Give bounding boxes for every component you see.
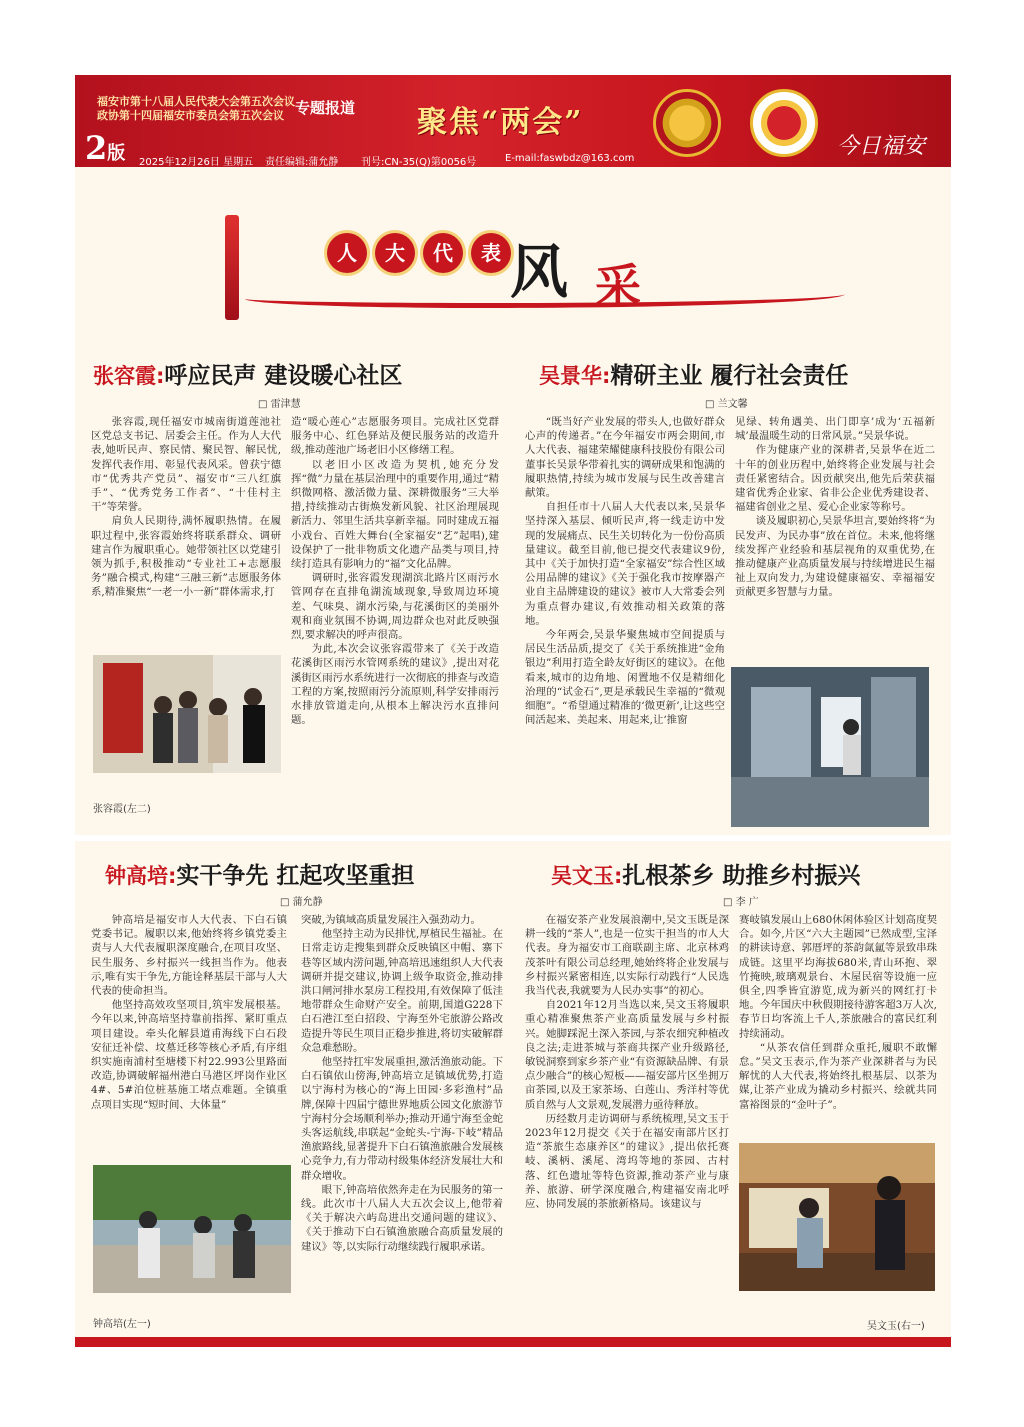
paragraph: 今年两会,吴景华聚焦城市空间提质与居民生活品质,提交了《关于系统推进“金角银边”利用打造全龄友好街区的建议》。在他看来,城市的边角地、闲置地不仅是精细化治理的“试金石”,更是承载民生幸福的“微观细胞”。“希望通过精准的‘微更新’,让这些空间活起来、美起来、用起来,让‘推窗 xyxy=(525,629,725,727)
photo-wu-jinghua xyxy=(731,667,929,827)
paragraph: 他坚持扛牢发展重担,激活渔旅动能。下白石镇依山傍海,钟高培立足镇域优势,打造以宁海村为核心的“海上田园·多彩渔村”品牌,保障十四届宁德世界地质公园文化旅游节宁海村分会场顺利举办;推动开通宁海至金蛇头客运航线,串联起“金蛇头-宁海-下岐”精品渔旅路线,显著提升下白石镇渔旅融合发展核心竞争力,有力带动村级集体经济发展壮大和群众增收。 xyxy=(301,1056,503,1182)
paragraph: 他坚持主动为民排忧,厚植民生福祉。在日常走访走搜集到群众反映镇区中帽、寨下巷等区域内涝问题,钟高培迅速组织人大代表调研并提交建议,协调上级争取资金,推动排洪口闸河排水泵房工程投用,有效保障了低洼地带群众生命财产安全。前期,国道G228下白石港江至白招段、宁海至外宅旅游公路改造提升等民生项目正稳步推进,将切实破解群众急难愁盼。 xyxy=(301,928,503,1054)
representative-name: 吴文玉: xyxy=(551,864,623,888)
photo-image xyxy=(731,667,929,827)
paragraph: 突破,为镇域高质量发展注入强劲动力。 xyxy=(301,914,481,926)
masthead-line-2: 政协第十四届福安市委员会第五次会议 xyxy=(97,109,284,122)
byline: □ 李 广 xyxy=(723,897,759,908)
photo-image xyxy=(739,1143,935,1291)
contact-email: E-mail:faswbdz@163.com xyxy=(505,153,635,164)
special-report-label: 专题报道 xyxy=(295,99,356,117)
article-column-2 xyxy=(739,913,937,1112)
badge-char-1: 人 xyxy=(327,233,367,273)
article-column-1 xyxy=(91,913,287,1112)
article-zhong-gaopei xyxy=(75,843,513,1333)
photo-image xyxy=(93,1165,291,1293)
paragraph: 谈及履职初心,吴景华坦言,要始终将“为民发声、为民办事”放在首位。未来,他将继续发挥产业经验和基层视角的双重优势,在推动健康产业高质量发展与持续增进民生福祉上双向发力,为建设健康福安、幸福福安贡献更多智慧与力量。 xyxy=(735,515,935,599)
national-emblem-icon xyxy=(653,89,721,157)
article-column-1 xyxy=(525,415,725,727)
photo-zhong-gaopei xyxy=(93,1165,291,1293)
paragraph: 自担任市十八届人大代表以来,吴景华坚持深入基层、倾听民声,将一线走访中发现的发展痛点、民生关切转化为一份份高质量建议。截至目前,他已提交代表建议9份,其中《关于加快打造“全家福安”综合性区域公用品牌的建议》《关于强化我市按摩器产业自主品牌建设的建议》被市人大常委会列为重点督办建议,有效推动相关政策的落地。 xyxy=(525,501,725,627)
cppcc-emblem-icon xyxy=(750,89,818,157)
article-headline: 扎根茶乡 助推乡村振兴 xyxy=(622,863,861,889)
section-banner xyxy=(75,185,951,365)
paragraph: 以老旧小区改造为契机,她充分发挥“微”力量在基层治理中的重要作用,通过“精织微网格、激活微力量、深耕微服务”三大举措,持续推动古街焕发新风貌、社区治理展现新活力、邻里生活共享新幸福。同时建成五福小戏台、百姓大舞台(全家福安“艺”起唱),建设保护了一批非物质文化遗产品类与项目,持续打造具有影响力的“福”文化品牌。 xyxy=(291,458,499,571)
byline: □ 雷津慧 xyxy=(258,399,301,410)
issue-date: 2025年12月26日 星期五 xyxy=(139,157,254,167)
article-zhang-rongxia xyxy=(75,355,513,835)
issue-number: 刊号:CN-35(Q)第0056号 xyxy=(361,157,477,167)
paragraph: 张容霞,现任福安市城南街道莲池社区党总支书记、居委会主任。作为人大代表,她听民声、察民情、聚民智、解民忧,发挥代表作用、彰显代表风采。曾获宁德市“优秀共产党员”、福安市“三八红旗手”、“优秀党务工作者”、“十佳村主干”等荣誉。 xyxy=(91,416,281,514)
masthead xyxy=(75,75,951,167)
paragraph: 自2021年12月当选以来,吴文玉将履职重心精准聚焦茶产业高质量发展与乡村振兴。她脚踩泥土深入茶园,与茶农细究种植改良之法;走进茶城与茶商共探产业升级路径,敏锐洞察到家乡茶产业“有资源缺品牌、有景点少融合”的核心短板——福安部片区坐拥万亩茶园,以及王家茶场、白莲山、秀洋村等优质自然与人文景观,发展潜力亟待释放。 xyxy=(525,999,729,1111)
section-title: 聚焦“两会” xyxy=(417,105,584,140)
badge-char-2: 大 xyxy=(375,233,415,273)
article-title xyxy=(551,857,860,890)
paragraph: 眼下,钟高培依然奔走在为民服务的第一线。此次市十八届人大五次会议上,他带着《关于解决六屿岛进出交通问题的建议》、《关于推动下白石镇渔旅融合高质量发展的建议》等,以实际行动继续践行履职承诺。 xyxy=(301,1183,503,1253)
paragraph: 赛岐镇发展山上680休闲体验区计划高度契合。如今,片区“六大主题园”已然成型,宝泽的耕读诗意、郭厝坪的茶韵氤氲等景致串珠成链。这里平均海拔680米,青山环抱、翠竹掩映,玻璃观景台、木屋民宿等设施一应俱全,四季皆宜游览,成为新兴的网红打卡地。今年国庆中秋假期接待游客超3万人次,春节日均客流上千人,茶旅融合的富民红利持续涌动。 xyxy=(739,914,937,1040)
article-title xyxy=(105,857,414,890)
paragraph: “从茶农信任到群众重托,履职不敢懈怠。”吴文玉表示,作为茶产业深耕者与为民解忧的人大代表,将始终扎根基层、以茶为媒,让茶产业成为撬动乡村振兴、绘就共同富裕图景的“金叶子”。 xyxy=(739,1041,937,1111)
article-column-2 xyxy=(735,415,935,600)
article-column-2 xyxy=(291,415,499,727)
paragraph: 他坚持高效攻坚项目,筑牢发展根基。今年以来,钟高培坚持靠前指挥、紧盯重点项目建设。牵头化解县道甫海线下白石段安征迁补偿、坟墓迁移等核心矛盾,有序组织实施南浦村至塘楼下村22.993公里路面改造,协调破解福州港白马港区坪岗作业区4#、5#泊位桩基施工堵点难题。全镇重点项目实现“短时间、大体量” xyxy=(91,999,287,1111)
paragraph: “既当好产业发展的带头人,也做好群众心声的传递者。”在今年福安市两会期间,市人大代表、福建荣耀健康科技股份有限公司董事长吴景华带着扎实的调研成果和饱满的履职热情,持续为城市发展与民生改善建言献策。 xyxy=(525,416,725,500)
paragraph: 造“暖心莲心”志愿服务项目。完成社区党群服务中心、红色驿站及便民服务站的改造升级,推动莲池广场老旧小区修缮工程。 xyxy=(291,416,499,457)
masthead-line-1: 福安市第十八届人民代表大会第五次会议 xyxy=(97,95,295,108)
badge-char-3: 代 xyxy=(423,233,463,273)
photo-caption: 钟高培(左一) xyxy=(93,1319,151,1330)
article-wu-jinghua xyxy=(513,355,951,835)
article-title xyxy=(539,357,848,390)
banner-char-cai: 采 xyxy=(595,259,641,313)
photo-caption: 张容霞(左二) xyxy=(93,804,151,815)
paragraph: 肩负人民期待,满怀履职热情。在履职过程中,张容霞始终将联系群众、调研建言作为履职重心。她带领社区以党建引领为抓手,积极推动“专业社工+志愿服务”融合模式,构建“三融三新”志愿服务体系,精准聚焦“一老一小一新”群体需求,打 xyxy=(91,515,281,599)
representative-name: 张容霞: xyxy=(93,364,165,388)
byline: □ 兰文馨 xyxy=(705,399,748,410)
paragraph: 为此,本次会议张容霞带来了《关于改造花溪街区雨污水管网系统的建议》,提出对花溪街区雨污水系统进行一次彻底的排查与改造工程的方案,按照雨污分流原则,科学安排雨污水排放管道走向,从根本上解决污水直排问题。 xyxy=(291,643,499,727)
article-column-1 xyxy=(525,913,729,1211)
banner-char-feng: 风 xyxy=(510,238,569,306)
paragraph: 历经数月走访调研与系统梳理,吴文玉于2023年12月提交《关于在福安南部片区打造“茶旅生态康养区”的建议》,提出依托赛岐、溪柄、溪尾、湾坞等地的茶园、古村落、红色遗址等特色资源,推动茶产业与康养、旅游、研学深度融合,构建福安南北呼应、协同发展的茶旅新格局。该建议与 xyxy=(525,1112,729,1211)
article-column-1 xyxy=(91,415,281,600)
paragraph: 钟高培是福安市人大代表、下白石镇党委书记。履职以来,他始终将乡镇党委主责与人大代表履职深度融合,在项目攻坚、民生服务、乡村振兴一线担当作为。他表示,唯有实干争先,方能诠释基层干部与人大代表的使命担当。 xyxy=(91,914,287,998)
edition-number xyxy=(85,129,125,167)
paragraph: 在福安茶产业发展浪潮中,吴文玉既是深耕一线的“茶人”,也是一位实干担当的市人大代表。身为福安市工商联副主席、北京林鸡茂茶叶有限公司总经理,她始终将企业发展与乡村振兴紧密相连,以实际行动践行“人民选我当代表,我就要为人民办实事”的初心。 xyxy=(525,914,729,998)
paragraph: 见绿、转角遇美、出门即享’成为‘五福新城’最温暖生动的日常风景。”吴景华说。 xyxy=(735,416,935,443)
representative-name: 吴景华: xyxy=(539,364,611,388)
bottom-rule xyxy=(75,1337,951,1347)
edition-num: 2 xyxy=(85,129,108,167)
article-headline: 精研主业 履行社会责任 xyxy=(610,363,849,389)
article-headline: 呼应民声 建设暖心社区 xyxy=(164,363,403,389)
article-column-2 xyxy=(301,913,503,1254)
byline: □ 蒲允静 xyxy=(280,897,323,908)
photo-wu-wenyu xyxy=(739,1143,935,1291)
article-title xyxy=(93,357,402,390)
article-headline: 实干争先 扛起攻坚重担 xyxy=(176,863,415,889)
photo-image xyxy=(93,655,281,773)
newspaper-brand: 今日福安 xyxy=(837,134,926,159)
edition-unit: 版 xyxy=(107,143,126,164)
paragraph: 作为健康产业的深耕者,吴景华在近二十年的创业历程中,始终将企业发展与社会责任紧密结合。因贡献突出,他先后荣获福建省优秀企业家、省非公企业优秀建设者、福建省创业之星、爱心企业家等称号。 xyxy=(735,444,935,514)
section-divider xyxy=(75,835,951,841)
photo-zhang-rongxia xyxy=(93,655,281,773)
badge-char-4: 表 xyxy=(471,233,511,273)
representative-name: 钟高培: xyxy=(105,864,177,888)
newspaper-page xyxy=(75,75,951,1347)
paragraph: 调研时,张容霞发现湖滨北路片区雨污水管网存在直排龟湖流域现象,导致周边环境差、气味臭、湖水污染,与花溪街区的美丽外观和商业氛围不协调,周边群众也对此反映强烈,要求解决的呼声很高。 xyxy=(291,572,499,642)
article-wu-wenyu xyxy=(513,843,951,1333)
responsible-editor: 责任编辑:蒲允静 xyxy=(265,157,339,167)
torch-icon xyxy=(225,215,239,320)
photo-caption: 吴文玉(右一) xyxy=(867,1321,925,1332)
